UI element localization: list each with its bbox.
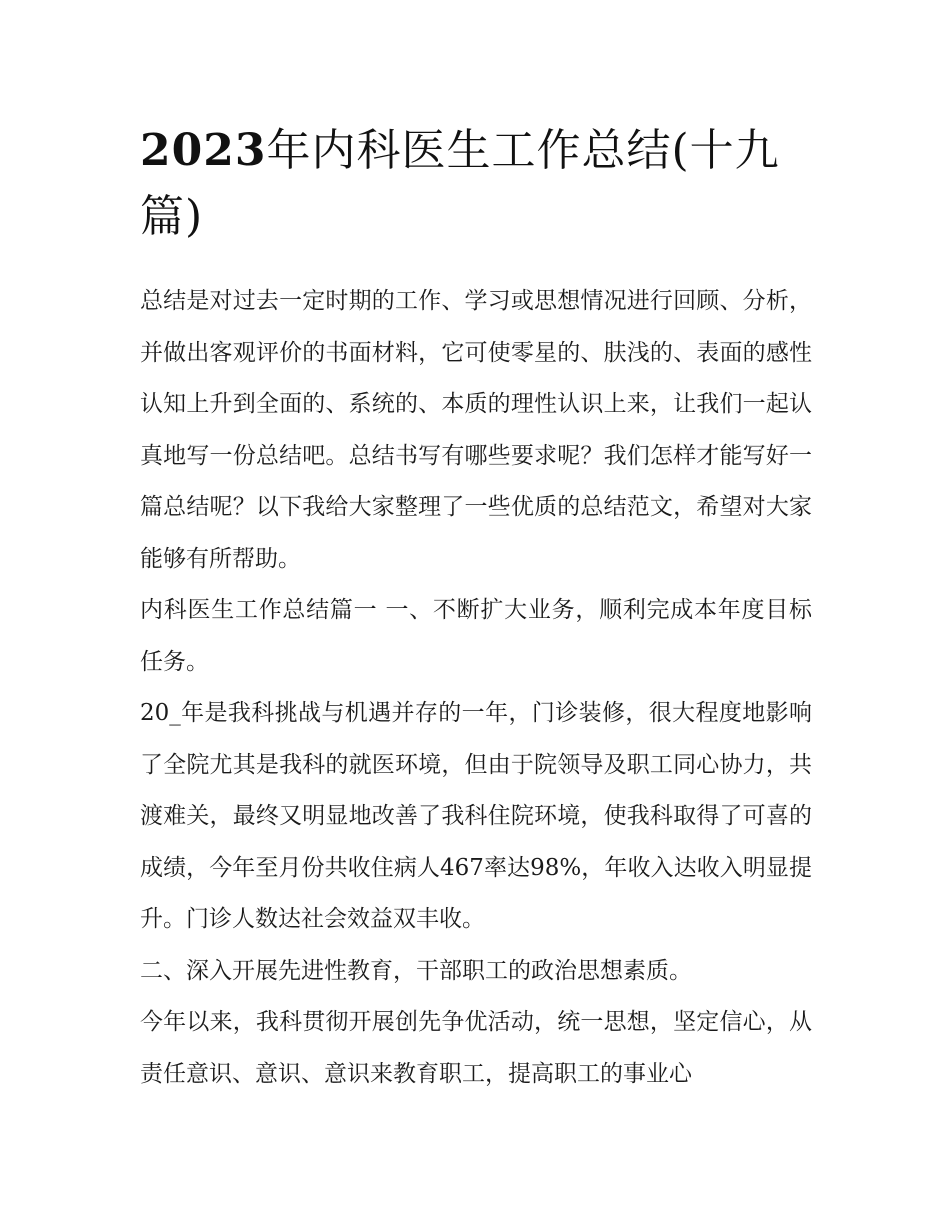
title-year: 2023	[140, 125, 267, 176]
paragraph-section-one-body: 20_年是我科挑战与机遇并存的一年，门诊装修，很大程度地影响了全院尤其是我科的就医环境，但由于院领导及职工同心协力，共渡难关，最终又明显地改善了我科住院环境，使我科取得了可喜的成绩，今年至月份共收住病人467率达98%，年收入达收入明显提升。门诊人数达社会效益双丰收。	[140, 700, 812, 932]
title-text: 年内科医生工作总结(十九篇)	[140, 125, 780, 242]
paragraph-section-two-body: 今年以来，我科贯彻开展创先争优活动，统一思想，坚定信心，从责任意识、意识、意识来教育职工，提高职工的事业心	[140, 1009, 812, 1087]
paragraph-section-one-heading: 内科医生工作总结篇一 一、不断扩大业务，顺利完成本年度目标任务。	[140, 597, 812, 675]
paragraph-intro: 总结是对过去一定时期的工作、学习或思想情况进行回顾、分析，并做出客观评价的书面材料，它可使零星的、肤浅的、表面的感性认知上升到全面的、系统的、本质的理性认识上来，让我们一起认真地写一份总结吧。总结书写有哪些要求呢？我们怎样才能写好一篇总结呢？以下我给大家整理了一些优质的总结范文，希望对大家能够有所帮助。	[140, 288, 812, 572]
document-body	[140, 276, 812, 1100]
document-title	[140, 118, 810, 250]
paragraph-section-two-heading: 二、深入开展先进性教育，干部职工的政治思想素质。	[140, 957, 692, 984]
